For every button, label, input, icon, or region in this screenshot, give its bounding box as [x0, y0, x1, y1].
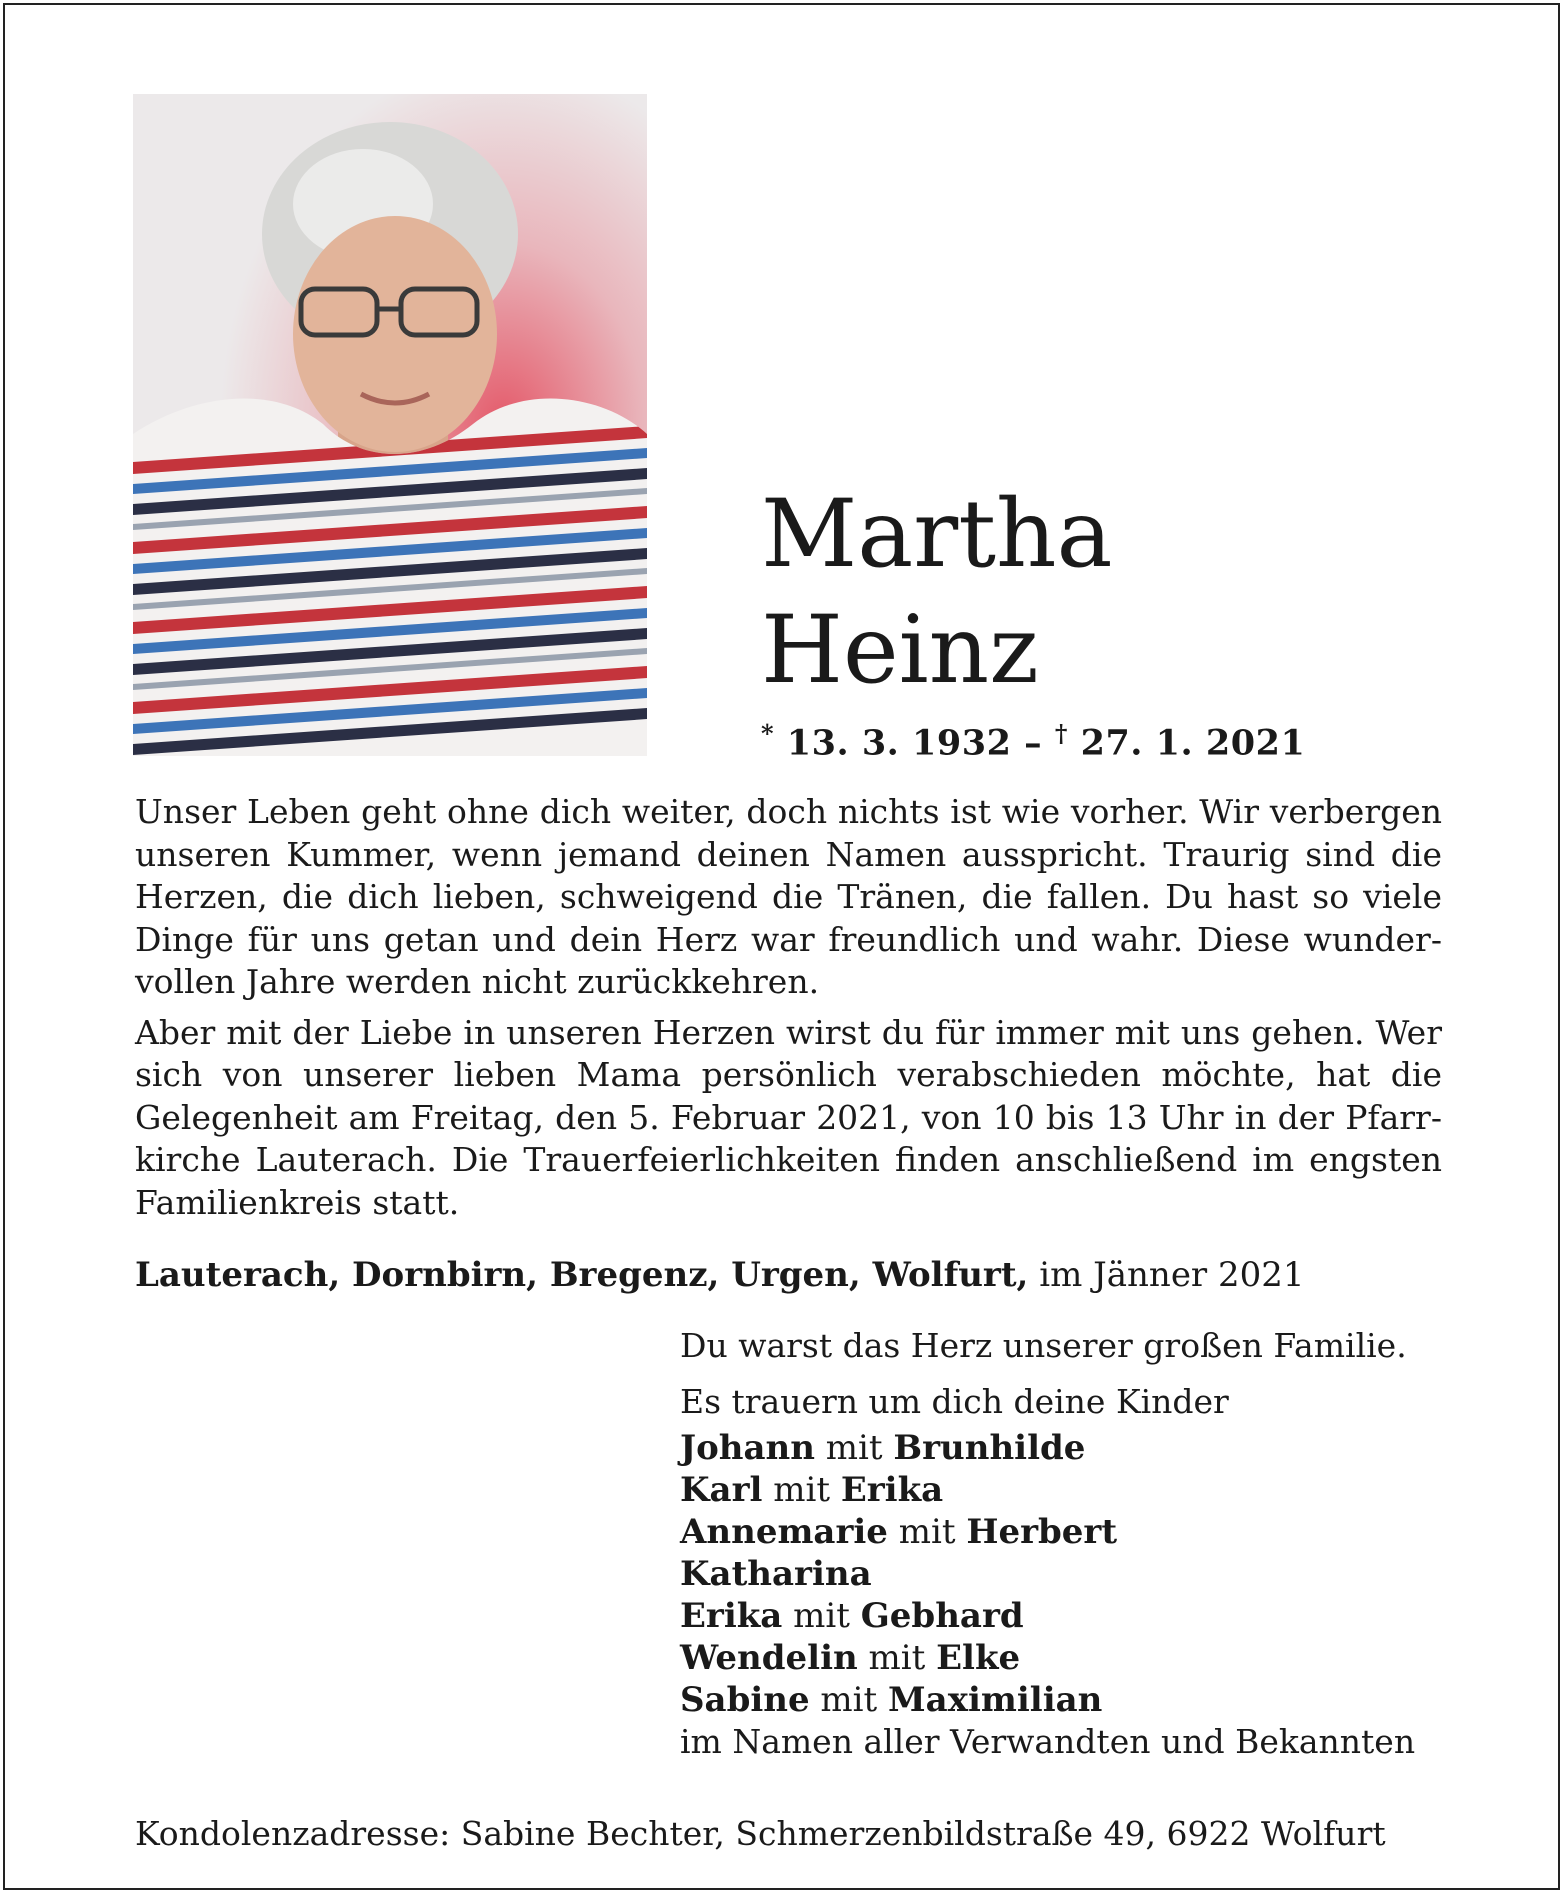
family-signoff	[680, 1325, 1480, 1763]
death-date: 27. 1. 2021	[1080, 722, 1306, 764]
heart-line: Du warst das Herz unserer großen Familie.	[680, 1326, 1407, 1365]
place-and-date	[135, 1253, 1435, 1297]
list-item: Sabine mit Maximilian	[680, 1680, 1103, 1720]
last-name: Heinz	[761, 596, 1039, 705]
obituary-text	[135, 791, 1442, 1232]
birth-date: 13. 3. 1932	[786, 722, 1012, 764]
list-item: Karl mit Erika	[680, 1470, 944, 1510]
death-symbol: †	[1054, 719, 1068, 748]
deceased-name	[761, 477, 1461, 709]
obituary-page	[3, 3, 1560, 1890]
place-towns: Lauterach, Dornbirn, Bregenz, Urgen, Wolfurt,	[135, 1255, 1029, 1295]
list-item: Annemarie mit Herbert	[680, 1512, 1118, 1552]
list-item: Johann mit Brunhilde	[680, 1428, 1086, 1468]
paragraph-2: Aber mit der Liebe in unseren Herzen wirst du für immer mit uns gehen. Wer sich von unserer lieben Mama persönlich verabschieden möchte, hat die Gelegenheit am Freitag, den 5. Februar 2021, von 10 bis 13 Uhr in der Pfarrkirche Lauterach. Die Trauerfeierlichkeiten finden anschließend im engsten Familienkreis statt.	[135, 1012, 1442, 1222]
list-item: Katharina	[680, 1554, 872, 1594]
list-item: Erika mit Gebhard	[680, 1596, 1024, 1636]
birth-symbol: *	[761, 719, 775, 748]
place-date: im Jänner 2021	[1028, 1255, 1305, 1295]
portrait-illustration	[133, 94, 647, 756]
paragraph-1: Unser Leben geht ohne dich weiter, doch nichts ist wie vorher. Wir verbergen unseren Kummer, wenn jemand deinen Namen ausspricht. Traurig sind die Herzen, die dich lieben, schweigend die Tränen, die fallen. Du hast so viele Dinge für uns getan und dein Herz war freundlich und wahr. Diese wundervollen Jahre werden nicht zurückkehren.	[135, 792, 1442, 1001]
mourning-line: Es trauern um dich deine Kinder	[680, 1382, 1229, 1421]
condolence-address: Kondolenzadresse: Sabine Bechter, Schmerzenbildstraße 49, 6922 Wolfurt	[135, 1814, 1386, 1853]
list-item: Wendelin mit Elke	[680, 1638, 1021, 1678]
children-list	[680, 1427, 1480, 1721]
life-dates	[761, 719, 1461, 764]
portrait-photo	[133, 94, 647, 756]
first-name: Martha	[761, 480, 1113, 589]
closing-line: im Namen aller Verwandten und Bekannten	[680, 1722, 1416, 1761]
date-dash: –	[1024, 722, 1043, 764]
